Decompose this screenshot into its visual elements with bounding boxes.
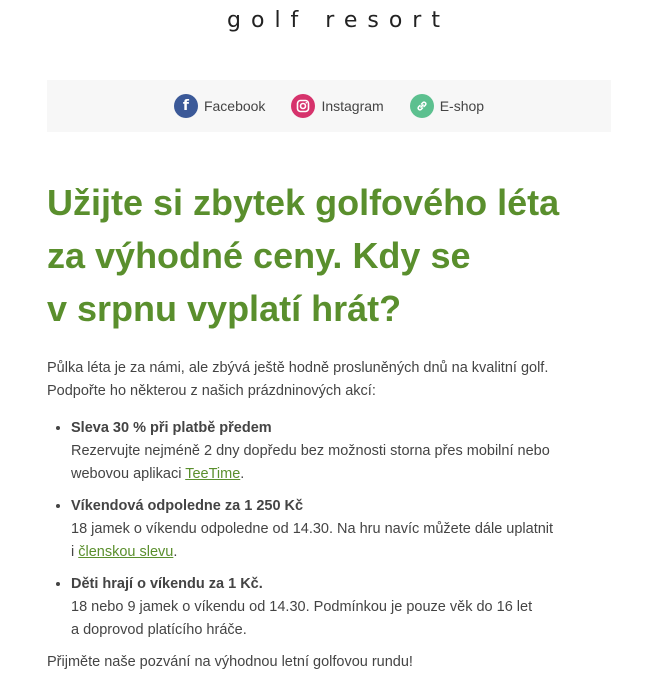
offer-title: • Víkendová odpoledne za 1 250 Kč [71, 498, 304, 514]
link-icon [410, 94, 434, 118]
instagram-label: Instagram [321, 98, 384, 114]
social-bar [47, 80, 611, 132]
headline-line-3: v srpnu vyplatí hrát? [47, 288, 402, 329]
list-item [71, 417, 627, 486]
intro-text [47, 357, 627, 403]
list-item [71, 573, 627, 642]
eshop-link[interactable] [410, 94, 484, 118]
headline-line-1: Užijte si zbytek golfového léta [47, 182, 560, 223]
offers-list [47, 417, 627, 642]
list-item [71, 495, 627, 564]
offer-text: . [240, 466, 245, 482]
teetime-link[interactable]: TeeTime [185, 466, 241, 482]
facebook-label: Facebook [203, 98, 266, 114]
offer-title: • Děti hrají o víkendu za 1 Kč. [71, 576, 263, 592]
offer-title: • Sleva 30 % při platbě předem [71, 420, 272, 436]
headline-line-2: za výhodné ceny. Kdy se [47, 235, 471, 276]
offer-text: 18 nebo 9 jamek o víkendu od 14.30. Podmínkou je pouze věk do 16 let [71, 599, 533, 615]
offer-text: . [173, 544, 178, 560]
offer-text: webovou aplikaci [71, 466, 186, 482]
eshop-label: E-shop [439, 98, 485, 114]
facebook-link[interactable] [174, 94, 265, 118]
intro-line-1: Půlka léta je za námi, ale zbývá ještě hodně prosluněných dnů na kvalitní golf. [47, 360, 549, 376]
offer-text: Rezervujte nejméně 2 dny dopředu bez možnosti storna přes mobilní nebo [71, 443, 550, 459]
logo: golf resort [227, 8, 450, 33]
intro-line-2: Podpořte ho některou z našich prázdninových akcí: [47, 383, 376, 399]
closing-text: Přijměte naše pozvání na výhodnou letní golfovou rundu! [47, 654, 413, 670]
page-title [47, 176, 627, 335]
offer-text: 18 jamek o víkendu odpoledne od 14.30. Na hru navíc můžete dále uplatnit [71, 521, 554, 537]
member-discount-link[interactable]: členskou slevu [78, 544, 174, 560]
instagram-icon [291, 94, 315, 118]
instagram-link[interactable] [291, 94, 383, 118]
offer-text: a doprovod platícího hráče. [71, 622, 247, 638]
offer-text: i [71, 544, 79, 560]
facebook-icon: f [174, 94, 198, 118]
